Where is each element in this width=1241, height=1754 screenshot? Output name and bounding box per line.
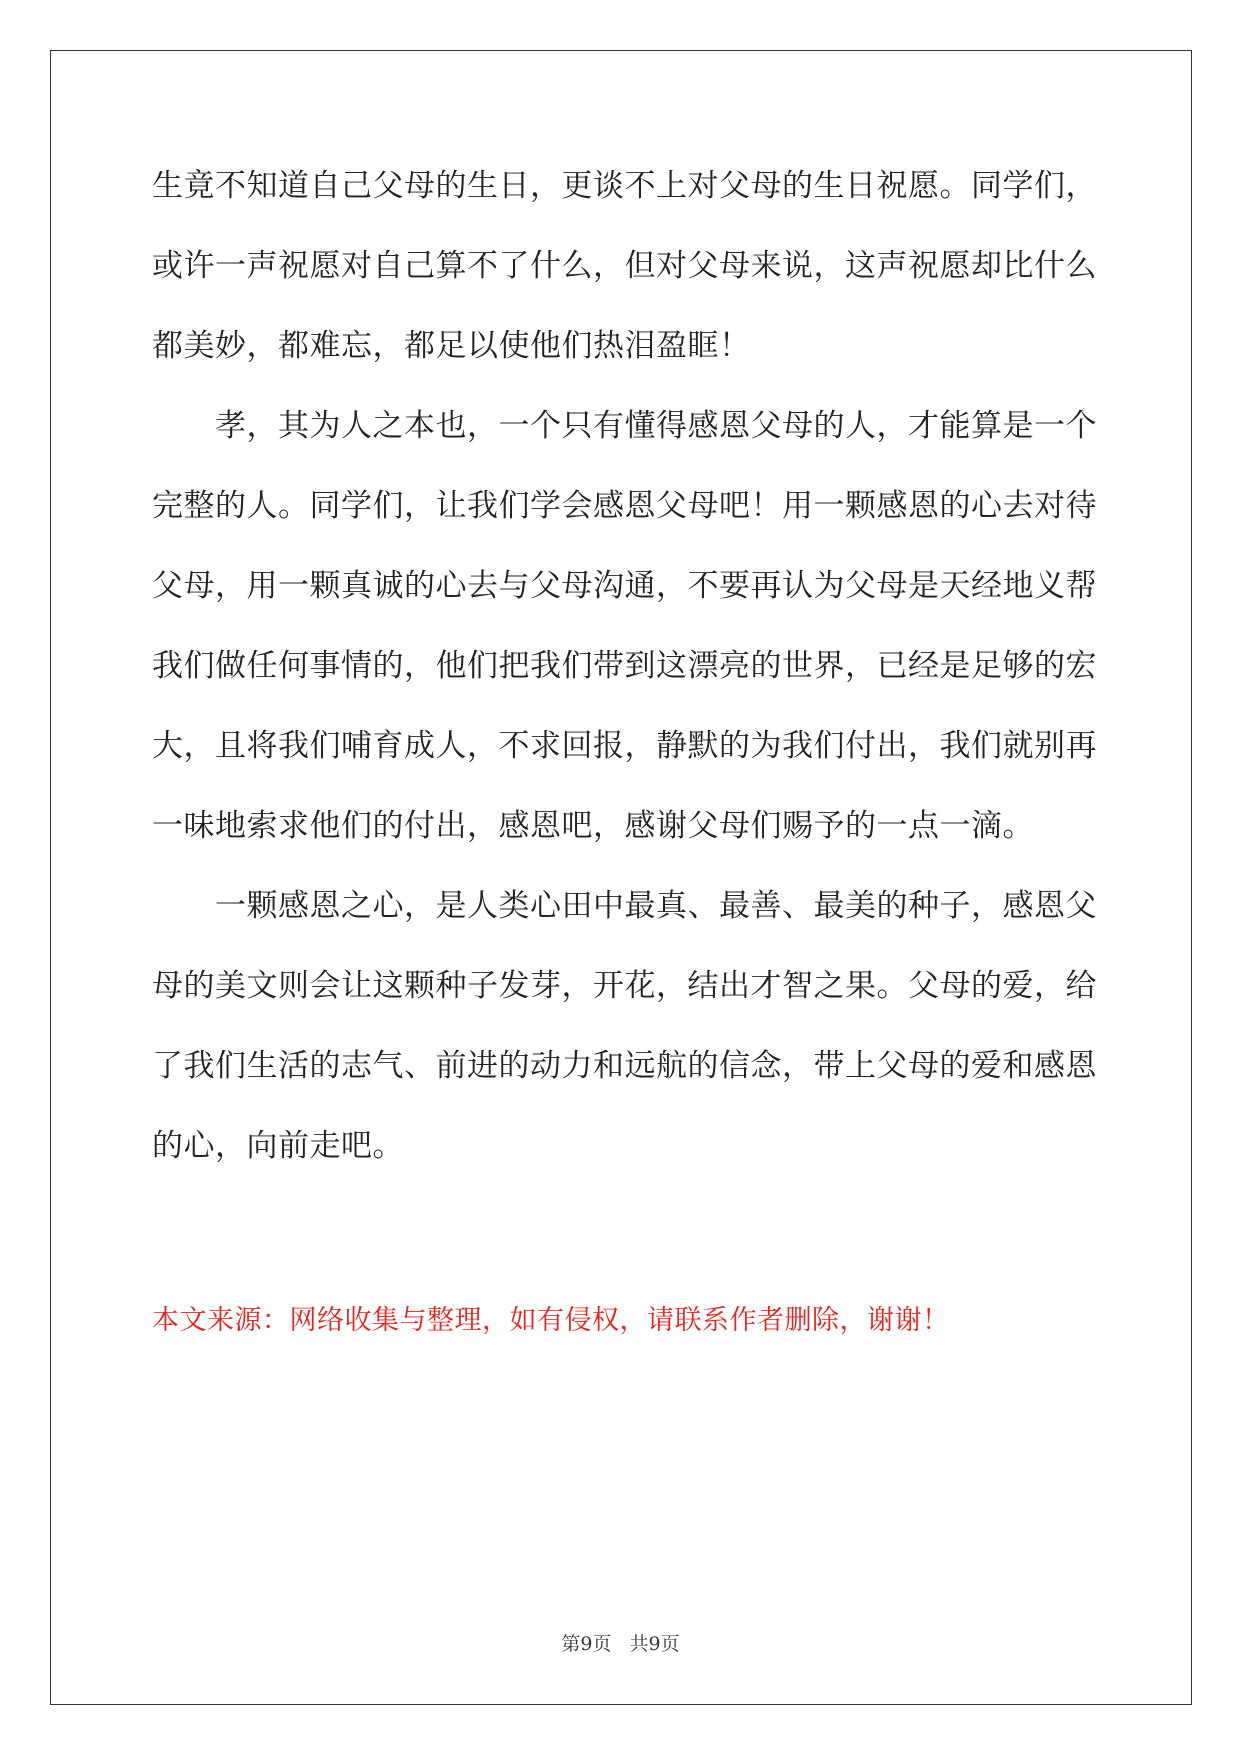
text-line: 的心，向前走吧。 bbox=[152, 1128, 404, 1164]
page-footer bbox=[0, 1630, 1241, 1658]
text-line: 大，且将我们哺育成人，不求回报，静默的为我们付出，我们就别再 bbox=[152, 728, 1097, 764]
text-line: 都美妙，都难忘，都足以使他们热泪盈眶！ bbox=[152, 328, 751, 364]
text-line: 或许一声祝愿对自己算不了什么，但对父母来说，这声祝愿却比什么 bbox=[152, 248, 1097, 284]
body-text bbox=[152, 162, 1097, 1202]
text-line: 我们做任何事情的，他们把我们带到这漂亮的世界，已经是足够的宏 bbox=[152, 648, 1097, 684]
text-line: 生竟不知道自己父母的生日，更谈不上对父母的生日祝愿。同学们， bbox=[152, 168, 1097, 204]
source-notice: 本文来源：网络收集与整理，如有侵权，请联系作者删除，谢谢！ bbox=[152, 1305, 950, 1336]
text-line: 了我们生活的志气、前进的动力和远航的信念，带上父母的爱和感恩 bbox=[152, 1048, 1097, 1084]
page-number-current: 第9页 bbox=[561, 1633, 612, 1655]
page-number-total: 共9页 bbox=[629, 1633, 680, 1655]
text-line: 孝，其为人之本也，一个只有懂得感恩父母的人，才能算是一个 bbox=[152, 408, 1097, 444]
text-line: 一味地索求他们的付出，感恩吧，感谢父母们赐予的一点一滴。 bbox=[152, 808, 1034, 844]
text-line: 完整的人。同学们，让我们学会感恩父母吧！用一颗感恩的心去对待 bbox=[152, 488, 1097, 524]
text-line: 母的美文则会让这颗种子发芽，开花，结出才智之果。父母的爱，给 bbox=[152, 968, 1097, 1004]
text-line: 父母，用一颗真诚的心去与父母沟通，不要再认为父母是天经地义帮 bbox=[152, 568, 1097, 604]
text-line: 一颗感恩之心，是人类心田中最真、最善、最美的种子，感恩父 bbox=[152, 888, 1097, 924]
